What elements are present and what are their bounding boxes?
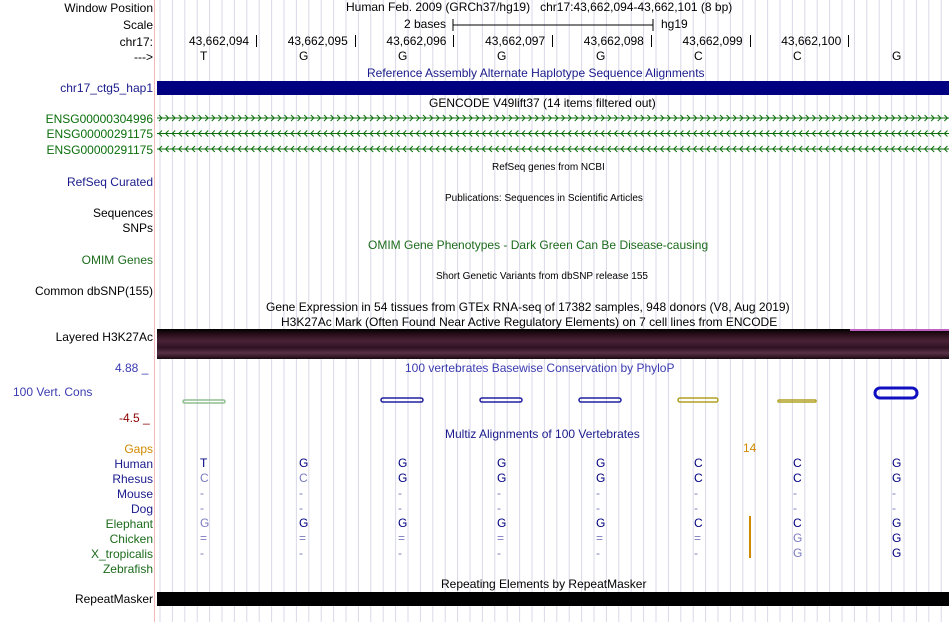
sequences-label[interactable]: Sequences xyxy=(92,206,153,220)
alignment-base: = xyxy=(200,531,208,545)
scale-right-text: hg19 xyxy=(661,17,688,31)
coordinate-tick-label: 43,662,095 xyxy=(287,34,348,48)
alignment-base: G xyxy=(892,456,902,470)
alignment-base: C xyxy=(793,456,802,470)
h3k27ac-signal[interactable] xyxy=(157,329,949,359)
alignment-base: T xyxy=(200,456,208,470)
repeatmasker-title: Repeating Elements by RepeatMasker xyxy=(441,577,647,591)
insertion-marker xyxy=(749,516,751,558)
alignment-base: = xyxy=(299,531,307,545)
species-label[interactable]: X_tropicalis xyxy=(90,547,153,561)
dbsnp-label[interactable]: Common dbSNP(155) xyxy=(34,284,153,298)
phylop-label[interactable]: 100 Vert. Cons xyxy=(13,385,93,399)
scale-left-text: 2 bases xyxy=(404,17,447,31)
coordinate-tick xyxy=(355,35,356,47)
phylop-title: 100 vertebrates Basewise Conservation by PhyloP xyxy=(405,361,675,375)
gene-feature xyxy=(157,131,949,137)
h3k27ac-highlight xyxy=(850,329,949,331)
alignment-base: - xyxy=(892,486,896,500)
alignment-base: C xyxy=(694,456,703,470)
gencode-title: GENCODE V49lift37 (14 items filtered out) xyxy=(429,96,656,110)
alignment-base: = xyxy=(596,531,604,545)
coordinate-tick xyxy=(651,35,652,47)
reference-base: G xyxy=(596,49,606,63)
gencode-item-label[interactable]: ENSG00000304996 xyxy=(45,112,153,126)
alignment-base: - xyxy=(200,486,204,500)
phylop-logo xyxy=(480,398,522,402)
alignment-base: - xyxy=(497,501,501,515)
h3k27ac-title: H3K27Ac Mark (Often Found Near Active Regulatory Elements) on 7 cell lines from ENCODE xyxy=(281,315,778,329)
publications-title: Publications: Sequences in Scientific Articles xyxy=(445,193,643,204)
phylop-logo xyxy=(579,398,621,402)
gene-feature xyxy=(157,115,949,121)
alignment-base: - xyxy=(497,546,501,560)
alignment-base: - xyxy=(596,546,600,560)
alignment-base: G xyxy=(299,516,309,530)
gencode-gene-features[interactable] xyxy=(157,112,949,158)
coordinate-tick xyxy=(750,35,751,47)
alignment-base: C xyxy=(793,471,802,485)
coordinate-tick xyxy=(552,35,553,47)
alignment-base: - xyxy=(694,486,698,500)
alignment-base: G xyxy=(892,516,902,530)
alignment-base: - xyxy=(596,486,600,500)
gtex-title: Gene Expression in 54 tissues from GTEx RNA-seq of 17382 samples, 948 donors (V8, Aug 2019) xyxy=(266,300,790,314)
omim-label[interactable]: OMIM Genes xyxy=(81,253,153,267)
species-label[interactable]: Zebrafish xyxy=(102,562,153,576)
gencode-item-label[interactable]: ENSG00000291175 xyxy=(46,127,153,141)
coordinate-tick-label: 43,662,100 xyxy=(781,34,842,48)
species-label[interactable]: Elephant xyxy=(105,517,153,531)
refseq-title: RefSeq genes from NCBI xyxy=(492,162,605,173)
coordinate-tick-label: 43,662,094 xyxy=(189,34,250,48)
phylop-logo xyxy=(678,398,718,402)
alignment-base: - xyxy=(892,501,896,515)
dbsnp-title: Short Genetic Variants from dbSNP release 155 xyxy=(436,271,648,282)
species-label[interactable]: Mouse xyxy=(116,487,153,501)
alignment-base: C xyxy=(694,471,703,485)
label-divider xyxy=(154,0,155,622)
alignment-base: G xyxy=(497,471,507,485)
alignment-base: - xyxy=(694,501,698,515)
reference-base: G xyxy=(299,49,309,63)
repeatmasker-bar[interactable] xyxy=(157,592,949,606)
alignment-base: - xyxy=(793,501,797,515)
alignment-base: - xyxy=(200,501,204,515)
alignment-base: - xyxy=(200,546,204,560)
multiz-title: Multiz Alignments of 100 Vertebrates xyxy=(445,427,640,441)
alignment-base: G xyxy=(892,471,902,485)
alignment-base: - xyxy=(694,546,698,560)
alignment-base: = xyxy=(398,531,406,545)
alignment-base: G xyxy=(497,516,507,530)
reference-base: C xyxy=(694,49,703,63)
alignment-base: - xyxy=(398,546,402,560)
coordinate-tick-label: 43,662,096 xyxy=(386,34,447,48)
alignment-base: G xyxy=(398,456,408,470)
alignment-base: G xyxy=(596,456,606,470)
repeatmasker-label[interactable]: RepeatMasker xyxy=(74,592,153,606)
chrom-label: chr17: xyxy=(119,35,153,49)
alignment-base: G xyxy=(793,546,803,560)
alignment-base: C xyxy=(200,471,209,485)
coordinate-tick-label: 43,662,099 xyxy=(682,34,743,48)
alt-haplotype-label[interactable]: chr17_ctg5_hap1 xyxy=(60,81,153,95)
alignment-base: G xyxy=(497,456,507,470)
snps-label[interactable]: SNPs xyxy=(122,221,153,235)
alignment-base: G xyxy=(596,516,606,530)
reference-base: G xyxy=(497,49,507,63)
alignment-base: C xyxy=(793,516,802,530)
alignment-base: G xyxy=(793,531,803,545)
strand-arrow-label: ---> xyxy=(134,50,153,64)
alignment-base: = xyxy=(694,531,702,545)
species-label[interactable]: Human xyxy=(114,457,153,471)
coordinate-tick xyxy=(453,35,454,47)
alt-haplotype-bar[interactable] xyxy=(157,81,949,95)
coordinate-tick-label: 43,662,097 xyxy=(485,34,546,48)
species-label[interactable]: Chicken xyxy=(109,532,153,546)
alignment-base: - xyxy=(299,501,303,515)
alignment-base: - xyxy=(398,501,402,515)
gaps-count: 14 xyxy=(743,441,757,455)
phylop-logos[interactable] xyxy=(157,378,949,418)
coordinate-tick-label: 43,662,098 xyxy=(583,34,644,48)
alignment-base: - xyxy=(596,501,600,515)
window-position-label: Window Position xyxy=(64,1,153,15)
phylop-logo xyxy=(778,400,816,402)
gaps-label[interactable]: Gaps xyxy=(124,442,153,456)
alignment-base: C xyxy=(299,471,308,485)
alignment-base: G xyxy=(892,546,902,560)
refseq-label[interactable]: RefSeq Curated xyxy=(66,175,153,189)
scale-bar xyxy=(450,17,660,33)
alignment-base: - xyxy=(497,486,501,500)
phylop-logo xyxy=(875,388,917,398)
reference-base: G xyxy=(398,49,408,63)
species-label[interactable]: Dog xyxy=(130,502,153,516)
alignment-base: G xyxy=(398,516,408,530)
phylop-logo xyxy=(183,400,225,403)
h3k27ac-label[interactable]: Layered H3K27Ac xyxy=(55,330,153,344)
alignment-base: - xyxy=(793,486,797,500)
alignment-base: G xyxy=(892,531,902,545)
phylop-min-label: -4.5 _ xyxy=(119,411,150,425)
omim-title: OMIM Gene Phenotypes - Dark Green Can Be Disease-causing xyxy=(368,238,709,252)
reference-base: T xyxy=(200,49,208,63)
alt-haplotype-title: Reference Assembly Alternate Haplotype Sequence Alignments xyxy=(367,66,705,80)
phylop-logo xyxy=(381,398,423,402)
scale-label: Scale xyxy=(122,18,153,32)
alignment-base: G xyxy=(596,471,606,485)
reference-base: C xyxy=(793,49,802,63)
phylop-max-label: 4.88 _ xyxy=(115,361,149,375)
alignment-base: - xyxy=(299,486,303,500)
alignment-base: G xyxy=(398,471,408,485)
alignment-base: G xyxy=(200,516,210,530)
gene-feature xyxy=(157,146,949,152)
window-position-value: Human Feb. 2009 (GRCh37/hg19) chr17:43,662,094-43,662,101 (8 bp) xyxy=(346,0,733,14)
alignment-base: - xyxy=(398,486,402,500)
reference-base: G xyxy=(892,49,902,63)
species-label[interactable]: Rhesus xyxy=(112,472,153,486)
alignment-base: C xyxy=(694,516,703,530)
coordinate-tick xyxy=(848,35,849,47)
gencode-item-label[interactable]: ENSG00000291175 xyxy=(46,143,153,157)
alignment-base: = xyxy=(497,531,505,545)
alignment-base: - xyxy=(299,546,303,560)
alignment-base: G xyxy=(299,456,309,470)
coordinate-tick xyxy=(256,35,257,47)
